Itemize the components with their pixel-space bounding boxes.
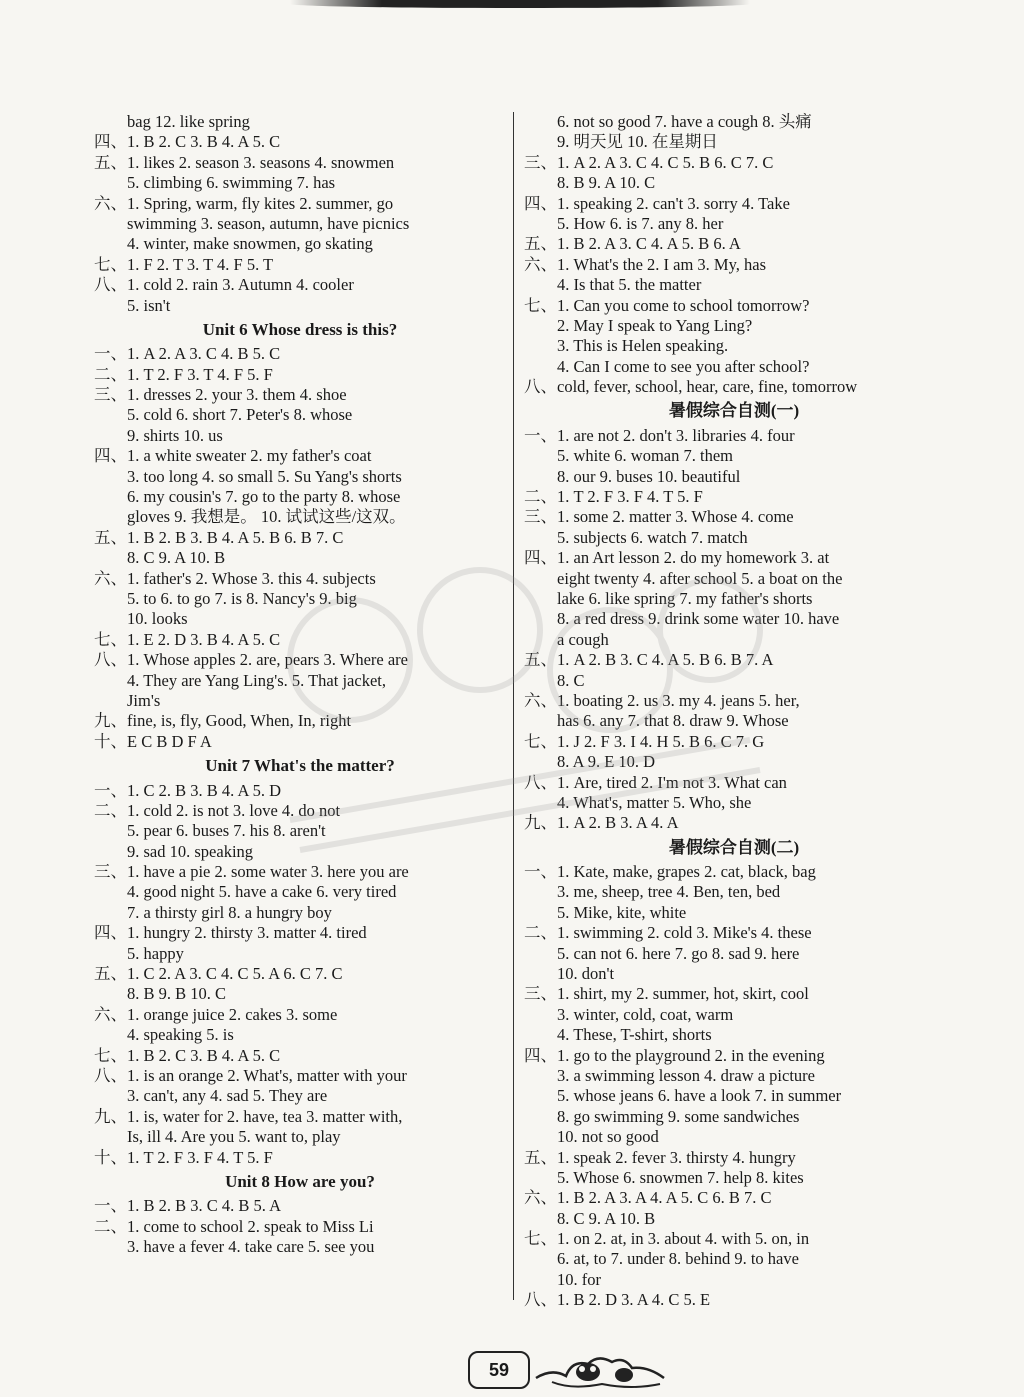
answer-line: 二、1. T 2. F 3. T 4. F 5. F [94,364,273,384]
answer-line: 10. for [557,1269,601,1289]
answer-line: 9. 明天见 10. 在星期日 [557,132,718,152]
answer-line: 七、1. J 2. F 3. I 4. H 5. B 6. C 7. G [524,731,765,751]
answer-line: Jim's [127,690,161,710]
answer-line: bag 12. like spring [127,112,250,131]
answer-line: 六、1. Spring, warm, fly kites 2. summer, go [94,193,394,213]
answer-line: 八、1. is an orange 2. What's, matter with your [94,1065,407,1085]
answer-line: 五、1. B 2. B 3. B 4. A 5. B 6. B 7. C [94,527,344,547]
answer-line: 5. Whose 6. snowmen 7. help 8. kites [557,1167,804,1187]
answer-line: 八、1. Are, tired 2. I'm not 3. What can [524,772,787,792]
answer-line: 4. speaking 5. is [127,1025,234,1045]
answer-line: lake 6. like spring 7. my father's shorts [557,588,813,608]
section-heading: 暑假综合自测(二) [668,837,800,857]
answer-line: 九、1. is, water for 2. have, tea 3. matter with, [94,1106,403,1126]
answer-line: 3. me, sheep, tree 4. Ben, ten, bed [557,882,781,902]
answer-line: 5. climbing 6. swimming 7. has [127,173,336,193]
answer-line: 八、1. cold 2. rain 3. Autumn 4. cooler [94,275,354,295]
answer-line: 十、1. T 2. F 3. F 4. T 5. F [94,1147,273,1167]
answer-line: has 6. any 7. that 8. draw 9. Whose [557,711,789,731]
answer-line: 10. looks [127,609,188,629]
answer-line: 2. May I speak to Yang Ling? [557,315,753,335]
answer-line: 八、cold, fever, school, hear, care, fine, tomorrow [524,377,858,397]
section-heading: Unit 7 What's the matter? [205,756,395,776]
answer-line: 三、1. some 2. matter 3. Whose 4. come [524,507,794,527]
answer-line: 8. C 9. A 10. B [557,1208,656,1228]
answer-line: 3. a swimming lesson 4. draw a picture [557,1065,815,1085]
answer-line: eight twenty 4. after school 5. a boat on the [557,568,843,588]
answer-column-left [94,112,506,1257]
answer-line: 三、1. shirt, my 2. summer, hot, skirt, cool [524,984,809,1004]
answer-line: 8. our 9. buses 10. beautiful [557,466,741,486]
answer-line: 三、1. dresses 2. your 3. them 4. shoe [94,385,347,405]
answer-line: 3. can't, any 4. sad 5. They are [127,1086,328,1106]
answer-line: 四、1. an Art lesson 2. do my homework 3. at [524,548,830,568]
page-number: 59 [468,1351,530,1389]
answer-line: 4. They are Yang Ling's. 5. That jacket, [127,670,386,690]
answer-line: 五、1. A 2. B 3. C 4. A 5. B 6. B 7. A [524,650,774,670]
answer-line: 4. good night 5. have a cake 6. very tired [127,882,397,902]
answer-line: 三、1. have a pie 2. some water 3. here you are [94,862,409,882]
answer-line: 九、1. A 2. B 3. A 4. A [524,813,679,833]
answer-line: 三、1. A 2. A 3. C 4. C 5. B 6. C 7. C [524,152,774,172]
answer-line: 5. white 6. woman 7. them [557,446,733,466]
answer-line: 3. too long 4. so small 5. Su Yang's shorts [127,466,402,486]
answer-line: 3. This is Helen speaking. [557,336,729,356]
answer-line: 5. pear 6. buses 7. his 8. aren't [127,821,326,841]
answer-line: 6. my cousin's 7. go to the party 8. whose [127,487,401,507]
answer-line: 八、1. Whose apples 2. are, pears 3. Where are [94,650,408,670]
answer-line: 9. shirts 10. us [127,425,223,445]
answer-line: 二、1. swimming 2. cold 3. Mike's 4. these [524,923,812,943]
answer-line: 10. don't [557,964,615,984]
answer-line: a cough [557,629,609,649]
answer-line: 7. a thirsty girl 8. a hungry boy [127,902,332,922]
answer-line: 8. B 9. A 10. C [557,173,656,193]
column-divider [513,112,514,1300]
answer-line: 8. go swimming 9. some sandwiches [557,1106,800,1126]
answer-line: 四、1. speaking 2. can't 3. sorry 4. Take [524,193,790,213]
answer-line: Is, ill 4. Are you 5. want to, play [127,1127,341,1147]
answer-line: 十、E C B D F A [94,731,212,751]
answer-line: 五、1. speak 2. fever 3. thirsty 4. hungry [524,1147,796,1167]
section-heading: Unit 6 Whose dress is this? [202,319,398,339]
answer-line: 4. Can I come to see you after school? [557,356,810,376]
answer-line: gloves 9. 我想是。 10. 试试这些/这双。 [127,507,406,527]
answer-line: 6. at, to 7. under 8. behind 9. to have [557,1249,799,1269]
answer-line: 8. A 9. E 10. D [557,752,656,772]
answer-line: 8. a red dress 9. drink some water 10. have [557,609,840,629]
answer-line: 一、1. C 2. B 3. B 4. A 5. D [94,780,282,800]
section-heading: Unit 8 How are you? [225,1171,375,1191]
answer-line: 5. Mike, kite, white [557,902,687,922]
answer-line: 六、1. B 2. A 3. A 4. A 5. C 6. B 7. C [524,1188,772,1208]
answer-line: 六、1. What's the 2. I am 3. My, has [524,254,767,274]
answer-line: 二、1. cold 2. is not 3. love 4. do not [94,800,341,820]
answer-line: 10. not so good [557,1127,659,1147]
answer-line: 5. isn't [127,295,171,315]
answer-line: 八、1. B 2. D 3. A 4. C 5. E [524,1290,711,1310]
section-heading: 暑假综合自测(一) [668,401,800,421]
answer-line: 8. B 9. B 10. C [127,984,227,1004]
answer-line: 六、1. boating 2. us 3. my 4. jeans 5. her, [524,690,800,710]
answer-line: 六、1. father's 2. Whose 3. this 4. subjects [94,568,376,588]
answer-line: 8. C 9. A 10. B [127,548,226,568]
answer-line: 4. Is that 5. the matter [557,275,702,295]
answer-column-right [524,112,944,1311]
answer-line: 5. subjects 6. watch 7. match [557,527,748,547]
answer-line: 5. can not 6. here 7. go 8. sad 9. here [557,943,800,963]
answer-line: 5. How 6. is 7. any 8. her [557,213,724,233]
answer-line: 5. whose jeans 6. have a look 7. in summer [557,1086,842,1106]
answer-line: 3. have a fever 4. take care 5. see you [127,1237,375,1257]
answer-line: 七、1. Can you come to school tomorrow? [524,295,810,315]
answer-line: 五、1. C 2. A 3. C 4. C 5. A 6. C 7. C [94,964,343,984]
answer-line: 六、1. orange juice 2. cakes 3. some [94,1004,338,1024]
answer-line: 6. not so good 7. have a cough 8. 头痛 [557,112,812,131]
panda-decoration-icon [532,1348,672,1392]
answer-line: 四、1. hungry 2. thirsty 3. matter 4. tired [94,923,367,943]
answer-line: swimming 3. season, autumn, have picnics [127,213,410,233]
answer-line: 二、1. T 2. F 3. F 4. T 5. F [524,487,703,507]
answer-line: 一、1. are not 2. don't 3. libraries 4. four [524,425,795,445]
answer-line: 4. What's, matter 5. Who, she [557,792,752,812]
answer-line: 9. sad 10. speaking [127,841,254,861]
answer-line: 一、1. B 2. B 3. C 4. B 5. A [94,1196,282,1216]
answer-line: 一、1. A 2. A 3. C 4. B 5. C [94,344,281,364]
answer-line: 四、1. a white sweater 2. my father's coat [94,446,372,466]
answer-line: 5. happy [127,943,184,963]
answer-line: 七、1. on 2. at, in 3. about 4. with 5. on, in [524,1229,810,1249]
top-decorative-rule [290,0,750,8]
answer-line: 五、1. B 2. A 3. C 4. A 5. B 6. A [524,234,741,254]
answer-line: 四、1. B 2. C 3. B 4. A 5. C [94,132,281,152]
answer-line: 四、1. go to the playground 2. in the evening [524,1045,825,1065]
answer-line: 8. C [557,670,585,690]
answer-line: 二、1. come to school 2. speak to Miss Li [94,1216,374,1236]
answer-line: 五、1. likes 2. season 3. seasons 4. snowmen [94,152,395,172]
page-number-box [468,1351,528,1387]
answer-line: 七、1. B 2. C 3. B 4. A 5. C [94,1045,281,1065]
answer-line: 5. to 6. to go 7. is 8. Nancy's 9. big [127,588,357,608]
answer-line: 4. winter, make snowmen, go skating [127,234,373,254]
answer-line: 七、1. F 2. T 3. T 4. F 5. T [94,254,274,274]
answer-line: 一、1. Kate, make, grapes 2. cat, black, bag [524,862,816,882]
answer-line: 3. winter, cold, coat, warm [557,1004,734,1024]
answer-line: 九、fine, is, fly, Good, When, In, right [94,711,352,731]
answer-line: 4. These, T-shirt, shorts [557,1025,712,1045]
answer-line: 5. cold 6. short 7. Peter's 8. whose [127,405,353,425]
answer-line: 七、1. E 2. D 3. B 4. A 5. C [94,629,281,649]
